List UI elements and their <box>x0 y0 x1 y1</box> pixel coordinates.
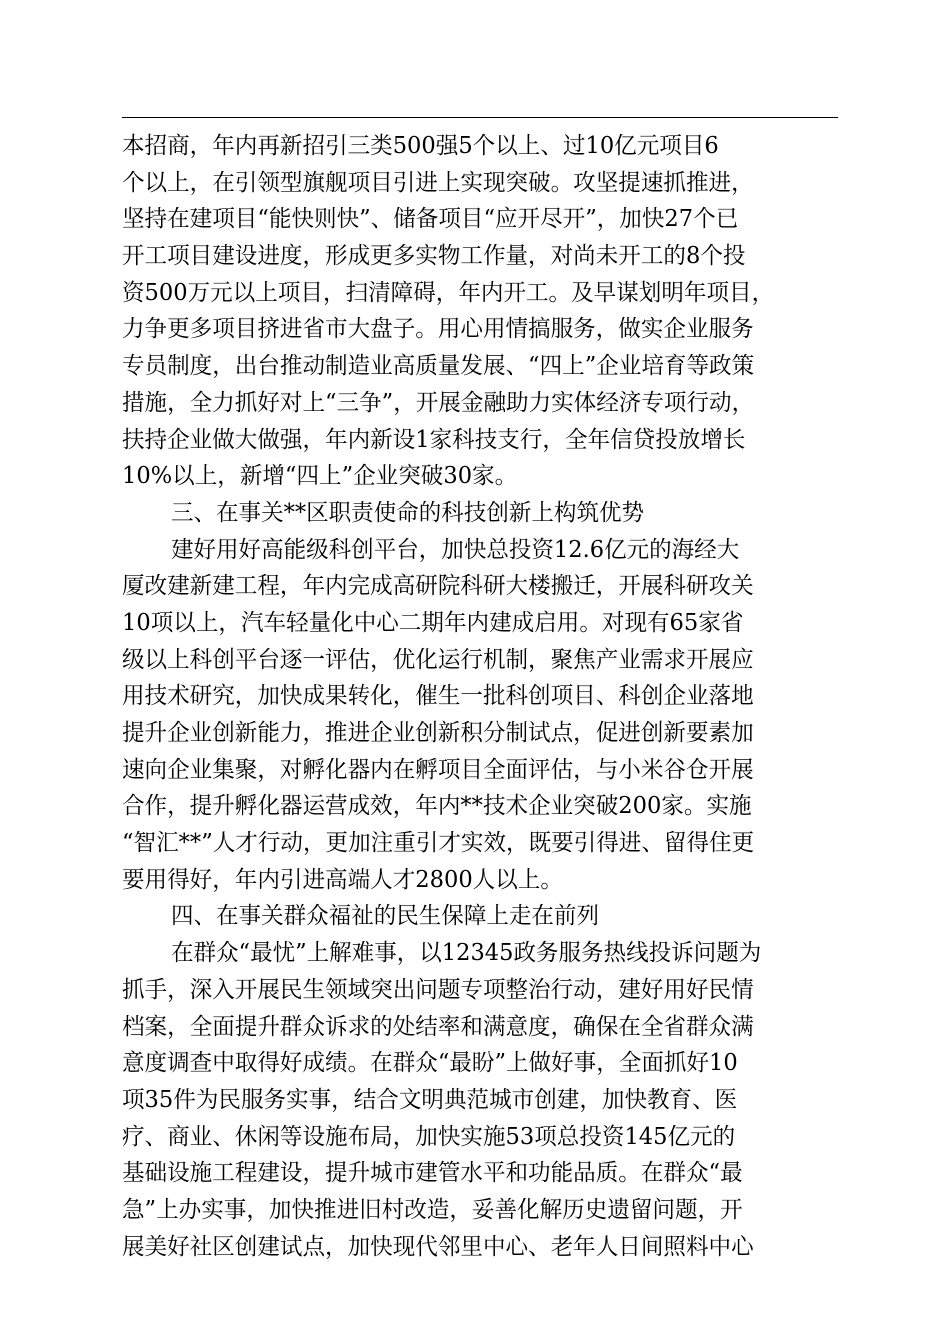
text-line: 开工项目建设进度，形成更多实物工作量，对尚未开工的8个投 <box>122 243 746 270</box>
text-line: 要用得好，年内引进高端人才2800人以上。 <box>122 866 563 893</box>
text-line: “智汇**”人才行动，更加注重引才实效，既要引得进、留得住更 <box>122 830 755 857</box>
text-line: 力争更多项目挤进省市大盘子。用心用情搞服务，做实企业服务 <box>122 316 754 343</box>
text-line: 提升企业创新能力，推进企业创新积分制试点，促进创新要素加 <box>122 720 754 746</box>
text-line: 本招商，年内再新招引三类500强5个以上、过10亿元项目6 <box>122 133 719 159</box>
text-line: 措施，全力抓好对上“三争”，开展金融助力实体经济专项行动， <box>122 389 755 416</box>
text-line: 速向企业集聚，对孵化器内在孵项目全面评估，与小米谷仓开展 <box>122 756 754 783</box>
text-line: 厦改建新建工程，年内完成高研院科研大楼搬迁，开展科研攻关 <box>122 573 754 600</box>
text-line: 10%以上，新增“四上”企业突破30家。 <box>122 463 518 490</box>
text-line: 在群众“最忧”上解难事，以12345政务服务热线投诉问题为 <box>170 940 762 967</box>
text-line: 资500万元以上项目，扫清障碍，年内开工。及早谋划明年项目， <box>122 279 775 306</box>
text-line: 建好用好高能级科创平台，加快总投资12.6亿元的海经大 <box>170 536 740 563</box>
text-line: 合作，提升孵化器运营成效，年内**技术企业突破200家。实施 <box>122 793 752 820</box>
text-line: 三、在事关**区职责使命的科技创新上构筑优势 <box>170 499 645 526</box>
text-line: 个以上，在引领型旗舰项目引进上实现突破。攻坚提速抓推进， <box>122 169 754 196</box>
text-line: 疗、商业、休闲等设施布局，加快实施53项总投资145亿元的 <box>122 1123 736 1150</box>
text-line: 档案，全面提升群众诉求的处结率和满意度，确保在全省群众满 <box>122 1013 754 1040</box>
text-line: 展美好社区创建试点，加快现代邻里中心、老年人日间照料中心 <box>122 1233 754 1260</box>
text-line: 10项以上，汽车轻量化中心二期年内建成启用。对现有65家省 <box>122 609 744 636</box>
text-line: 基础设施工程建设，提升城市建管水平和功能品质。在群众“最 <box>122 1160 743 1187</box>
text-line: 专员制度，出台推动制造业高质量发展、“四上”企业培育等政策 <box>122 353 755 380</box>
document-body <box>122 128 852 1265</box>
text-line: 坚持在建项目“能快则快”、储备项目“应开尽开”，加快27个已 <box>122 206 739 233</box>
text-line: 项35件为民服务实事，结合文明典范城市创建，加快教育、医 <box>122 1086 738 1113</box>
text-line: 四、在事关群众福祉的民生保障上走在前列 <box>170 903 599 930</box>
text-line: 用技术研究，加快成果转化，催生一批科创项目、科创企业落地 <box>122 683 754 710</box>
text-line: 意度调查中取得好成绩。在群众“最盼”上做好事，全面抓好10 <box>122 1050 738 1077</box>
text-line: 扶持企业做大做强，年内新设1家科技支行，全年信贷投放增长 <box>122 426 746 453</box>
text-line: 急”上办实事，加快推进旧村改造，妥善化解历史遗留问题，开 <box>122 1196 743 1223</box>
text-line: 级以上科创平台逐一评估，优化运行机制，聚焦产业需求开展应 <box>122 646 754 673</box>
header-rule <box>122 117 838 118</box>
text-line: 抓手，深入开展民生领域突出问题专项整治行动，建好用好民情 <box>122 976 754 1003</box>
